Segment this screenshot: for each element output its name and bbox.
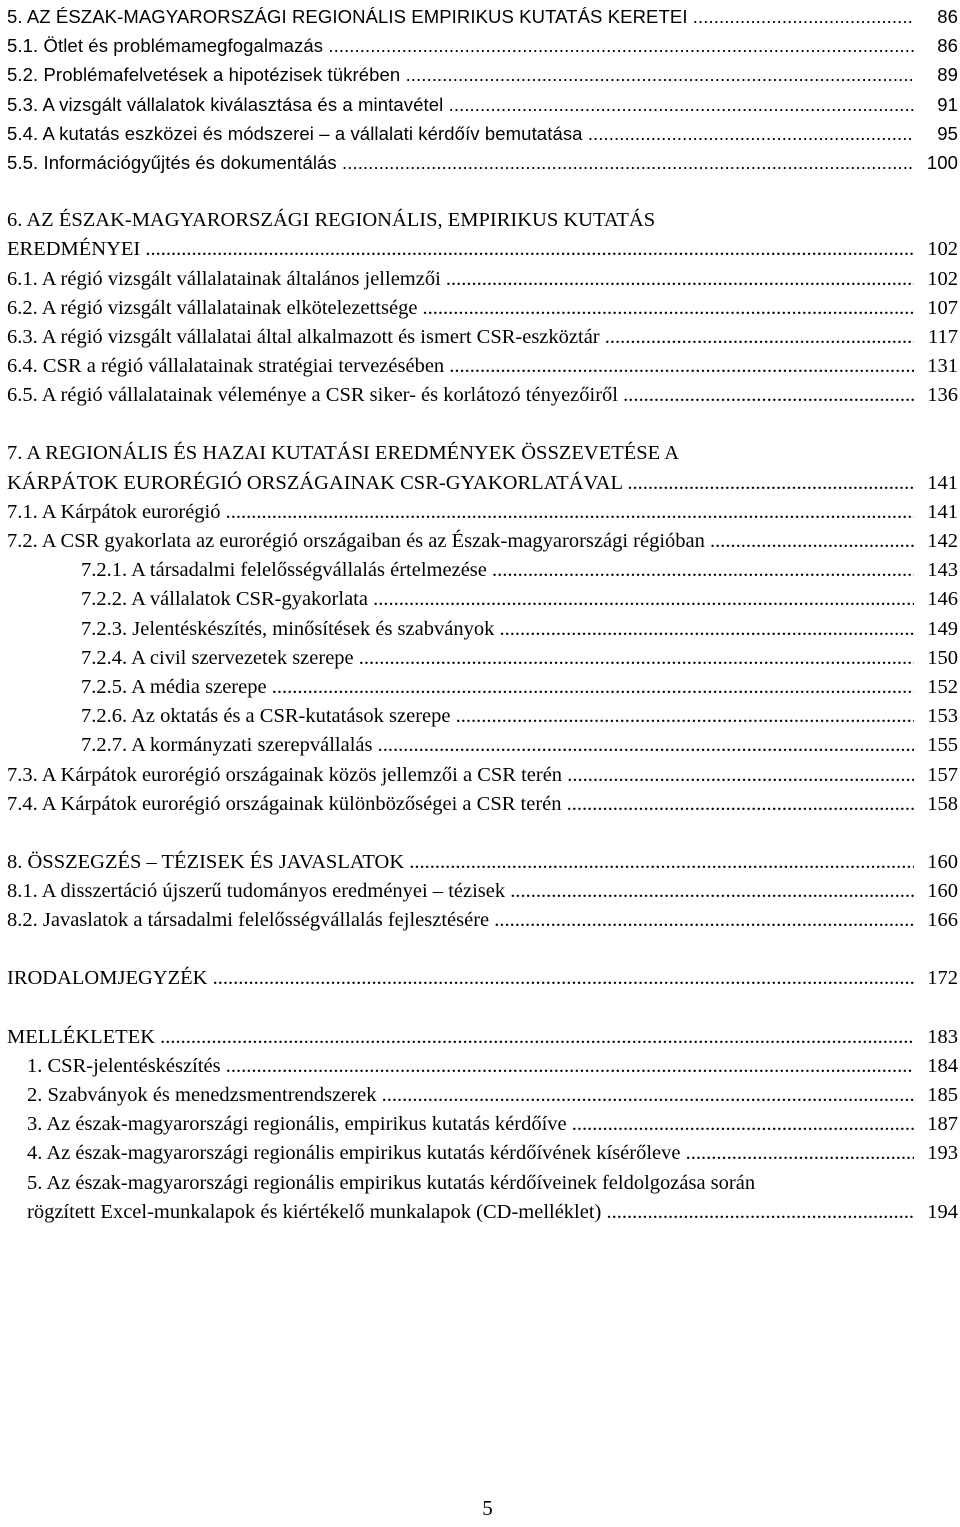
toc-entry-page: 86 <box>935 2 958 31</box>
toc-entry[interactable] <box>7 323 958 352</box>
toc-entry[interactable] <box>7 469 958 498</box>
toc-entry-label: 6.3. A régió vizsgált vállalatai által alkalmazott és ismert CSR-eszköztár ..... <box>7 323 914 352</box>
toc-entry-page: 89 <box>935 60 958 89</box>
toc-entry[interactable] <box>7 556 958 585</box>
toc-entry[interactable] <box>7 644 958 673</box>
toc-entry[interactable] <box>7 1139 958 1168</box>
toc-entry-label: 8. ÖSSZEGZÉS – TÉZISEK ÉS JAVASLATOK ..... <box>7 848 914 877</box>
toc-entry-label: 6. AZ ÉSZAK-MAGYARORSZÁGI REGIONÁLIS, EMPIRIKUS KUTATÁS <box>7 209 656 232</box>
toc-entry-label: 7.1. A Kárpátok eurorégió ..... <box>7 498 914 527</box>
toc-entry-page: 160 <box>925 848 958 877</box>
toc-entry-label: 6.2. A régió vizsgált vállalatainak elkötelezettsége ..... <box>7 294 914 323</box>
toc-entry-label: 7.2.2. A vállalatok CSR-gyakorlata ..... <box>81 585 914 614</box>
toc-entry[interactable] <box>7 848 958 877</box>
toc-entry-page: 100 <box>925 148 958 177</box>
toc-entry[interactable] <box>7 673 958 702</box>
toc-entry-label: 7. A REGIONÁLIS ÉS HAZAI KUTATÁSI EREDMÉNYEK ÖSSZEVETÉSE A <box>7 442 679 465</box>
toc-entry-page: 117 <box>926 323 958 352</box>
toc-entry[interactable] <box>7 906 958 935</box>
toc-entry-page: 184 <box>925 1052 958 1081</box>
toc-entry-page: 91 <box>935 90 958 119</box>
toc-entry[interactable] <box>7 877 958 906</box>
toc-entry[interactable] <box>7 294 958 323</box>
toc-entry-page: 107 <box>925 294 958 323</box>
toc-entry-label: 2. Szabványok és menedzsmentrendszerek ..... <box>27 1081 914 1110</box>
toc-entry-page: 146 <box>925 585 958 614</box>
toc-entry-page: 183 <box>925 1023 958 1052</box>
toc-entry-label: MELLÉKLETEK ..... <box>7 1023 914 1052</box>
toc-entry-label: 5. Az észak-magyarországi regionális empirikus kutatás kérdőíveinek feldolgozása során <box>27 1171 756 1194</box>
toc-entry[interactable] <box>7 615 958 644</box>
toc-entry[interactable] <box>7 1081 958 1110</box>
toc-entry-page: 86 <box>935 31 958 60</box>
toc-entry-label: 7.2.6. Az oktatás és a CSR-kutatások szerepe ..... <box>81 702 914 731</box>
toc-entry-page: 142 <box>925 527 958 556</box>
toc-entry-label: 5.3. A vizsgált vállalatok kiválasztása és a mintavétel ..... <box>7 90 914 119</box>
toc-entry[interactable] <box>7 439 958 468</box>
toc-entry-label: IRODALOMJEGYZÉK ..... <box>7 964 914 993</box>
toc-entry-page: 160 <box>925 877 958 906</box>
toc-entry-label: 7.2.4. A civil szervezetek szerepe ..... <box>81 644 914 673</box>
toc-entry-page: 158 <box>925 790 958 819</box>
toc-entry-page: 185 <box>925 1081 958 1110</box>
page-number: 5 <box>482 1496 493 1520</box>
toc-entry-page: 172 <box>925 964 958 993</box>
toc-entry-label: 6.4. CSR a régió vállalatainak stratégiai tervezésében ..... <box>7 352 914 381</box>
toc-entry-page: 150 <box>925 644 958 673</box>
toc-entry-page: 143 <box>925 556 958 585</box>
toc-entry[interactable] <box>7 2 958 31</box>
toc-entry[interactable] <box>7 585 958 614</box>
toc-entry-label: 7.4. A Kárpátok eurorégió országainak különbözőségei a CSR terén ..... <box>7 790 914 819</box>
toc-entry[interactable] <box>7 527 958 556</box>
toc-entry-label: 5.4. A kutatás eszközei és módszerei – a vállalati kérdőív bemutatása ..... <box>7 119 914 148</box>
toc-entry[interactable] <box>7 31 958 60</box>
toc-entry-label: 5.1. Ötlet és problémamegfogalmazás ..... <box>7 31 914 60</box>
toc-entry-page: 194 <box>925 1198 958 1227</box>
toc-entry[interactable] <box>7 235 958 264</box>
toc-entry-label: 5.5. Információgyűjtés és dokumentálás ..... <box>7 148 914 177</box>
toc-entry-label: 6.1. A régió vizsgált vállalatainak általános jellemzői ..... <box>7 265 914 294</box>
toc-entry[interactable] <box>7 702 958 731</box>
toc-entry-label: 8.1. A disszertáció újszerű tudományos eredményei – tézisek ..... <box>7 877 914 906</box>
toc-entry-label: 5. AZ ÉSZAK-MAGYARORSZÁGI REGIONÁLIS EMPIRIKUS KUTATÁS KERETEI ..... <box>7 2 914 31</box>
toc-entry-page: 141 <box>925 498 958 527</box>
toc-entry-page: 157 <box>925 761 958 790</box>
toc-entry-page: 187 <box>925 1110 958 1139</box>
toc-entry-label: 5.2. Problémafelvetések a hipotézisek tükrében ..... <box>7 60 914 89</box>
toc-entry-page: 131 <box>925 352 958 381</box>
toc-entry[interactable] <box>7 381 958 410</box>
toc-entry-label: 7.2. A CSR gyakorlata az eurorégió országaiban és az Észak-magyarországi régióban ..... <box>7 527 914 556</box>
toc-entry-label: 3. Az észak-magyarországi regionális, empirikus kutatás kérdőíve ..... <box>27 1110 914 1139</box>
toc-entry[interactable] <box>7 498 958 527</box>
toc-entry-page: 166 <box>925 906 958 935</box>
toc-entry-label: 1. CSR-jelentéskészítés ..... <box>27 1052 914 1081</box>
toc-entry-label: 6.5. A régió vállalatainak véleménye a CSR siker- és korlátozó tényezőiről ..... <box>7 381 914 410</box>
toc-entry-label: 7.2.5. A média szerepe ..... <box>81 673 914 702</box>
toc-entry[interactable] <box>7 60 958 89</box>
toc-entry-page: 153 <box>925 702 958 731</box>
toc-entry[interactable] <box>7 1052 958 1081</box>
toc-entry[interactable] <box>7 964 958 993</box>
toc-entry[interactable] <box>7 731 958 760</box>
toc-entry-page: 102 <box>925 265 958 294</box>
toc-entry-label: 4. Az észak-magyarországi regionális empirikus kutatás kérdőívének kísérőleve ..... <box>27 1139 914 1168</box>
toc-entry-page: 152 <box>925 673 958 702</box>
toc-entry-page: 95 <box>935 119 958 148</box>
toc-entry-label: 7.2.3. Jelentéskészítés, minősítések és szabványok ..... <box>81 615 914 644</box>
toc-entry-label: EREDMÉNYEI ..... <box>7 235 914 264</box>
toc-entry-page: 136 <box>925 381 958 410</box>
toc-entry[interactable] <box>7 148 958 177</box>
toc-entry[interactable] <box>7 761 958 790</box>
toc-entry-label: 7.2.1. A társadalmi felelősségvállalás értelmezése ..... <box>81 556 914 585</box>
toc-entry[interactable] <box>7 1110 958 1139</box>
toc-entry-label: 8.2. Javaslatok a társadalmi felelősségvállalás fejlesztésére ..... <box>7 906 914 935</box>
toc-entry-page: 102 <box>925 235 958 264</box>
toc-entry-label: 7.2.7. A kormányzati szerepvállalás ..... <box>81 731 914 760</box>
toc-entry-page: 155 <box>925 731 958 760</box>
toc-entry[interactable] <box>7 90 958 119</box>
toc-entry-label: 7.3. A Kárpátok eurorégió országainak közös jellemzői a CSR terén ..... <box>7 761 914 790</box>
toc-entry-label: KÁRPÁTOK EURORÉGIÓ ORSZÁGAINAK CSR-GYAKORLATÁVAL ..... <box>7 469 914 498</box>
toc-entry[interactable] <box>7 1198 958 1227</box>
toc-entry-page: 149 <box>925 615 958 644</box>
toc-entry[interactable] <box>7 790 958 819</box>
toc-entry[interactable] <box>7 1023 958 1052</box>
table-of-contents <box>7 2 958 1227</box>
toc-entry[interactable] <box>7 265 958 294</box>
toc-entry[interactable] <box>7 352 958 381</box>
toc-entry[interactable] <box>7 119 958 148</box>
toc-entry-label: rögzített Excel-munkalapok és kiértékelő munkalapok (CD-melléklet) ..... <box>27 1198 914 1227</box>
toc-entry[interactable] <box>7 206 958 235</box>
toc-entry-page: 193 <box>925 1139 958 1168</box>
toc-entry[interactable] <box>7 1169 958 1198</box>
toc-entry-page: 141 <box>925 469 958 498</box>
